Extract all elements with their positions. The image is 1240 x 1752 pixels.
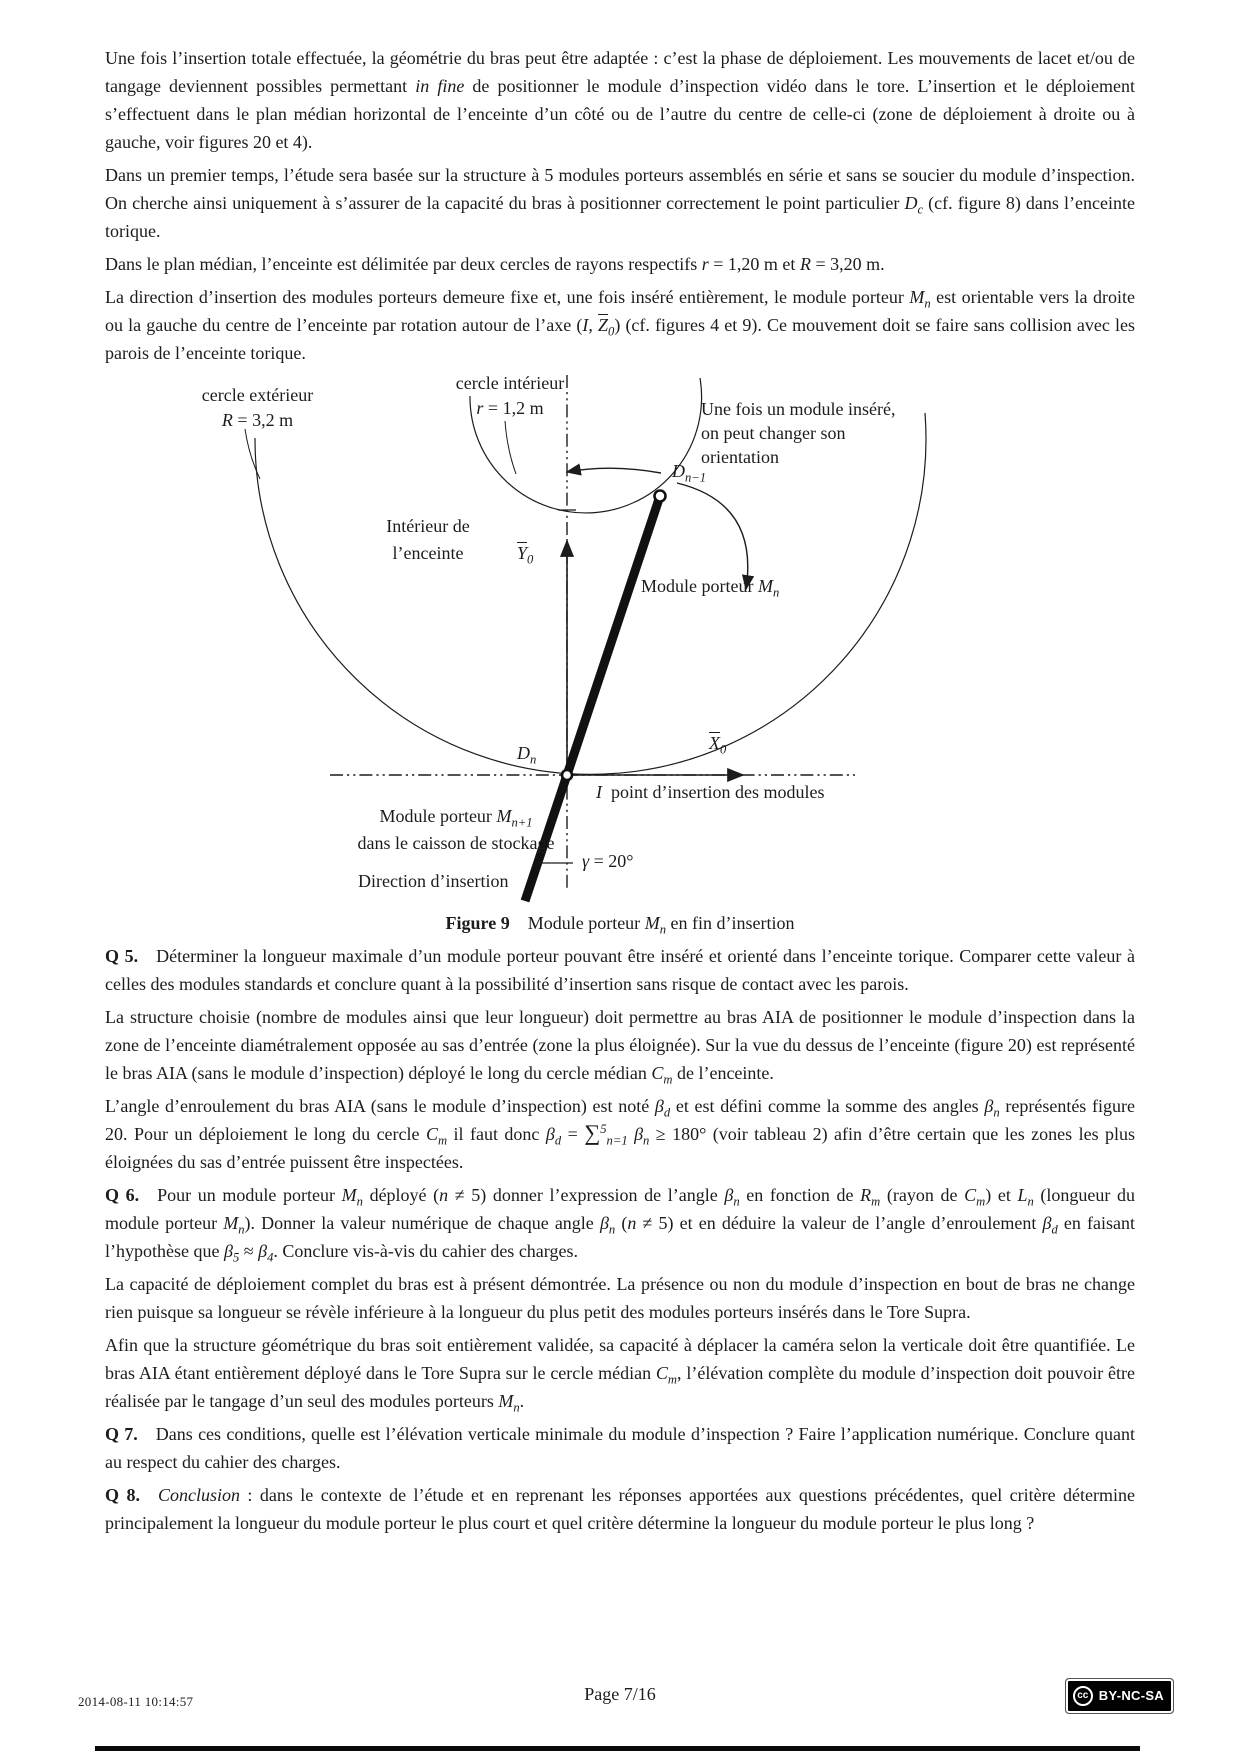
footer-page-number: Page 7/16 bbox=[584, 1684, 656, 1704]
paragraph-structure-validee: Afin que la structure géométrique du bras soit entièrement validée, sa capacité à déplacer la caméra selon la verticale doit être quantifiée. Le bras AIA étant entièrement déployé dans le Tore Supra sur le cercle médian $C_m$, l’élévation complète du module d’inspection doit pouvoir être réalisée par le tangage d’un seul des modules porteurs $M_n$. bbox=[105, 1335, 1140, 1415]
outer-circle-label-line2: R = 3,2 m bbox=[221, 410, 294, 430]
paragraph-angle-enroulement: L’angle d’enroulement du bras AIA (sans le module d’inspection) est noté $\beta_d$ et est défini comme la somme des angles $\beta_n$ représentés figure 20. Pour un déploiement le long du cercle $C_m$ il faut donc $\beta_d = \sum^5_{n=1}$ $\beta_n \ge 180^\circ$ (voir tableau 2) afin d’être certain que les zones les plus éloignées du sas d’entrée puissent être inspectées. bbox=[105, 1096, 1140, 1172]
paragraph-deploiement: Une fois l’insertion totale effectuée, la géométrie du bras peut être adaptée : c’est la phase de déploiement. Les mouvements de lacet et/ou de tangage deviennent possibles permettant in fine de positionner le module d’inspection vidéo dans le tore. L’insertion et le déploiement s’effectuent dans le plan médian horizontal de l’enceinte d’un côté ou de l’autre du centre de celle-ci (zone de déploiement à droite ou à gauche, voir figures 20 et 4). bbox=[105, 48, 1140, 152]
paragraph-structure-choisie: La structure choisie (nombre de modules ainsi que leur longueur) doit permettre au bras AIA de positionner le module d’inspection dans la zone de l’enceinte diamétralement opposée au sas d’entrée (zone la plus éloignée). Sur la vue du dessus de l’enceinte (figure 20) est représenté le bras AIA (sans le module d’inspection) déployé le long du cercle médian $C_m$ de l’enceinte. bbox=[105, 1007, 1140, 1087]
rotation-arrow-left bbox=[567, 468, 661, 473]
figure-9-caption: Figure 9 Module porteur $M_n$ en fin d’insertion bbox=[445, 913, 795, 937]
module-n-label: Module porteur $M_n$ bbox=[641, 576, 780, 600]
joint-dn-minus-1 bbox=[655, 491, 666, 502]
paragraph-capacite-deploiement: La capacité de déploiement complet du bras est à présent démontrée. La présence ou non du module d’inspection en bout de bras ne change rien puisque sa longueur se révèle inférieure à la longueur du plus petit des modules porteurs insérés dans le Tore Supra. bbox=[105, 1274, 1140, 1322]
outer-circle-leader-line bbox=[245, 429, 260, 479]
question-6: Q 6. Pour un module porteur $M_n$ déployé (n ≠ 5) donner l’expression de l’angle $\beta_n$ en fonction de $R_m$ (rayon de $C_m$) et $L_n$ (longueur du module porteur $M_n$). Donner la valeur numérique de chaque angle $\beta_n$ (n ≠ 5) et en déduire la valeur de l’angle d’enroulement $\beta_d$ en faisant l’hypothèse que $\beta_5 \approx \beta_4$. Conclure vis-à-vis du cahier des charges. bbox=[105, 1185, 1140, 1265]
inner-circle-leader-line bbox=[505, 421, 516, 474]
page-footer bbox=[0, 1678, 1240, 1718]
inner-circle-label-line2: r = 1,2 m bbox=[476, 398, 544, 418]
insertion-direction-label: Direction d’insertion bbox=[358, 871, 509, 891]
interior-label-line1: Intérieur de bbox=[386, 516, 470, 536]
dn-label: $D_n$ bbox=[517, 743, 537, 767]
question-5: Q 5. Déterminer la longueur maximale d’un module porteur pouvant être inséré et orienté dans l’enceinte torique. Comparer cette valeur à celles des modules standards et conclure quant à la possibilité d’insertion sans risque de contact avec les parois. bbox=[105, 946, 1140, 994]
gamma-angle-label: γ = 20° bbox=[582, 851, 634, 871]
footer-timestamp: 2014-08-11 10:14:57 bbox=[78, 1694, 194, 1709]
figure-9 bbox=[105, 371, 1135, 903]
cc-license-text: BY-NC-SA bbox=[1098, 1688, 1164, 1703]
paragraph-premier-temps: Dans un premier temps, l’étude sera basée sur la structure à 5 modules porteurs assemblés en série et sans se soucier du module d’inspection. On cherche ainsi uniquement à s’assurer de la capacité du bras à positionner correctement le point particulier $D_c$ (cf. figure 8) dans l’enceinte torique. bbox=[105, 165, 1140, 241]
interior-label bbox=[353, 513, 503, 567]
outer-circle-label bbox=[185, 383, 330, 433]
inner-circle-label bbox=[440, 371, 580, 421]
cc-license-badge bbox=[1065, 1678, 1174, 1714]
joint-dn-insertion-point bbox=[562, 770, 572, 780]
question-7: Q 7. Dans ces conditions, quelle est l’élévation verticale minimale du module d’inspection ? Faire l’application numérique. Conclure quant au respect du cahier des charges. bbox=[105, 1424, 1140, 1472]
x0-axis-label: $\overline{X}_0$ bbox=[709, 733, 727, 757]
cc-icon: cc bbox=[1073, 1686, 1093, 1706]
dn-minus-1-label: $D_{n-1}$ bbox=[672, 461, 707, 485]
page-bottom-rule bbox=[95, 1746, 1140, 1751]
orientation-note: Une fois un module inséré, on peut changer son orientation bbox=[701, 399, 896, 467]
paragraph-direction-insertion: La direction d’insertion des modules porteurs demeure fixe et, une fois inséré entièrement, le module porteur $M_n$ est orientable vers la droite ou la gauche du centre de l’enceinte par rotation autour de l’axe (I, $\overline{Z}_0$) (cf. figures 4 et 9). Ce mouvement doit se faire sans collision avec les parois de l’enceinte torique. bbox=[105, 287, 1140, 363]
outer-circle-label-line1: cercle extérieur bbox=[201, 385, 314, 405]
module-n-plus-1-label-line2: dans le caisson de stockage bbox=[357, 833, 555, 853]
interior-label-line2: l’enceinte bbox=[392, 543, 464, 563]
module-n-plus-1-label-line1: Module porteur $M_{n+1}$ bbox=[379, 806, 533, 830]
insertion-point-label: I point d’insertion des modules bbox=[596, 782, 825, 802]
y0-axis-label: $\overline{Y}_0$ bbox=[517, 543, 534, 567]
paragraph-plan-median: Dans le plan médian, l’enceinte est délimitée par deux cercles de rayons respectifs r = 1,20 m et R = 3,20 m. bbox=[105, 254, 885, 274]
module-n-plus-1-label bbox=[333, 803, 579, 857]
figure-9-diagram bbox=[105, 371, 1135, 903]
inner-circle-label-line1: cercle intérieur bbox=[455, 373, 565, 393]
question-8: Q 8. Conclusion : dans le contexte de l’étude et en reprenant les réponses apportées aux questions précédentes, quel critère détermine principalement la longueur du module porteur le plus court et quel critère détermine la longueur du module porteur le plus long ? bbox=[105, 1485, 1140, 1533]
